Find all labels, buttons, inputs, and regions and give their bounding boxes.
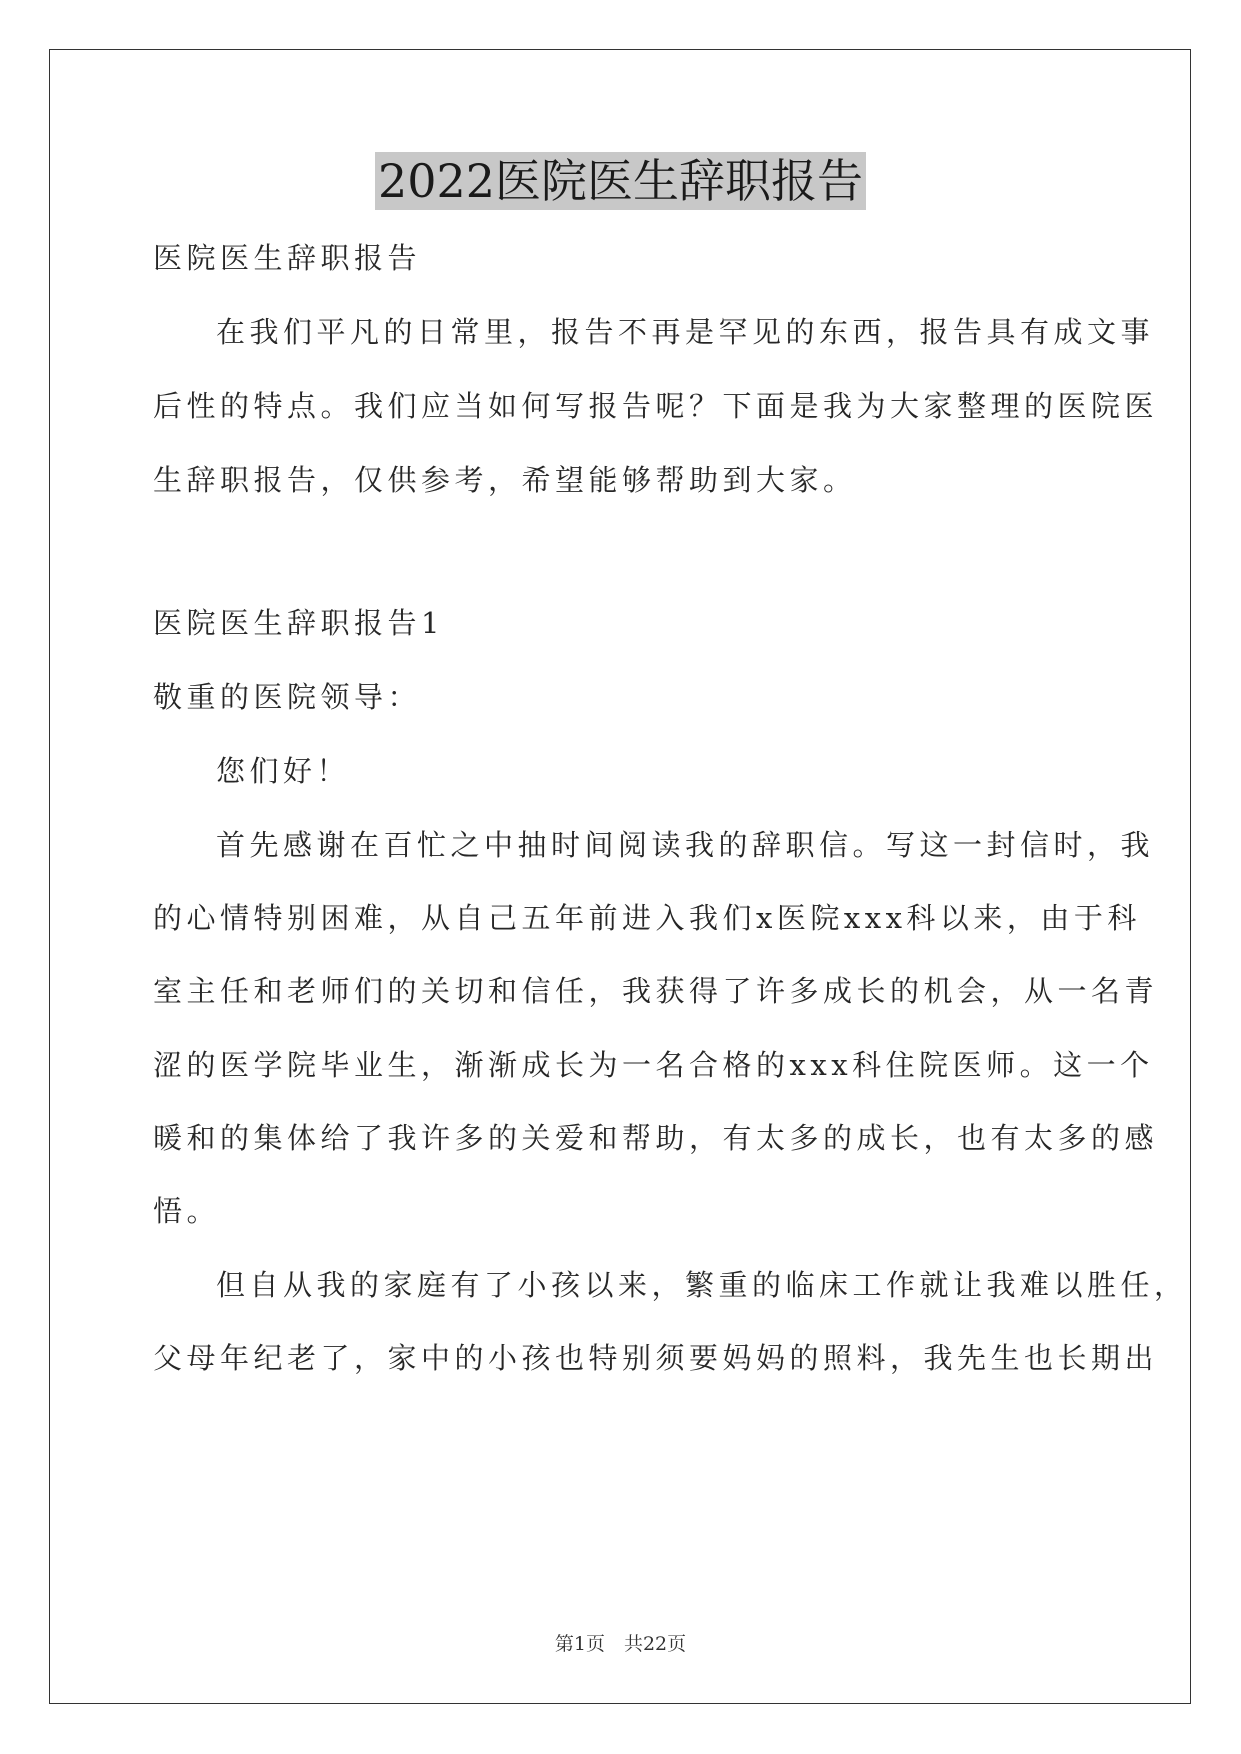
paragraph-line: 父母年纪老了，家中的小孩也特别须要妈妈的照料，我先生也长期出 — [153, 1341, 1159, 1375]
paragraph-line: 首先感谢在百忙之中抽时间阅读我的辞职信。写这一封信时，我 — [216, 828, 1155, 862]
greeting: 您们好！ — [216, 754, 351, 788]
page-number-footer: 第1页 共22页 — [554, 1633, 687, 1655]
paragraph-line: 但自从我的家庭有了小孩以来，繁重的临床工作就让我难以胜任， — [216, 1268, 1188, 1302]
paragraph-line: 悟。 — [153, 1194, 221, 1228]
section-heading: 医院医生辞职报告1 — [153, 606, 444, 640]
section-heading: 医院医生辞职报告 — [153, 241, 422, 275]
salutation: 敬重的医院领导： — [153, 680, 422, 714]
paragraph-line: 后性的特点。我们应当如何写报告呢？下面是我为大家整理的医院医 — [153, 389, 1159, 423]
paragraph-line: 生辞职报告，仅供参考，希望能够帮助到大家。 — [153, 463, 857, 497]
paragraph-line: 暖和的集体给了我许多的关爱和帮助，有太多的成长，也有太多的感 — [153, 1121, 1159, 1155]
document-title: 2022医院医生辞职报告 — [375, 152, 866, 210]
paragraph-line: 在我们平凡的日常里，报告不再是罕见的东西，报告具有成文事 — [216, 315, 1155, 349]
paragraph-line: 室主任和老师们的关切和信任，我获得了许多成长的机会，从一名青 — [153, 974, 1159, 1008]
page-border — [49, 49, 1191, 1704]
title-container — [0, 152, 1241, 210]
paragraph-line: 的心情特别困难，从自己五年前进入我们x医院xxx科以来，由于科 — [153, 901, 1141, 935]
paragraph-line: 涩的医学院毕业生，渐渐成长为一名合格的xxx科住院医师。这一个 — [153, 1048, 1154, 1082]
